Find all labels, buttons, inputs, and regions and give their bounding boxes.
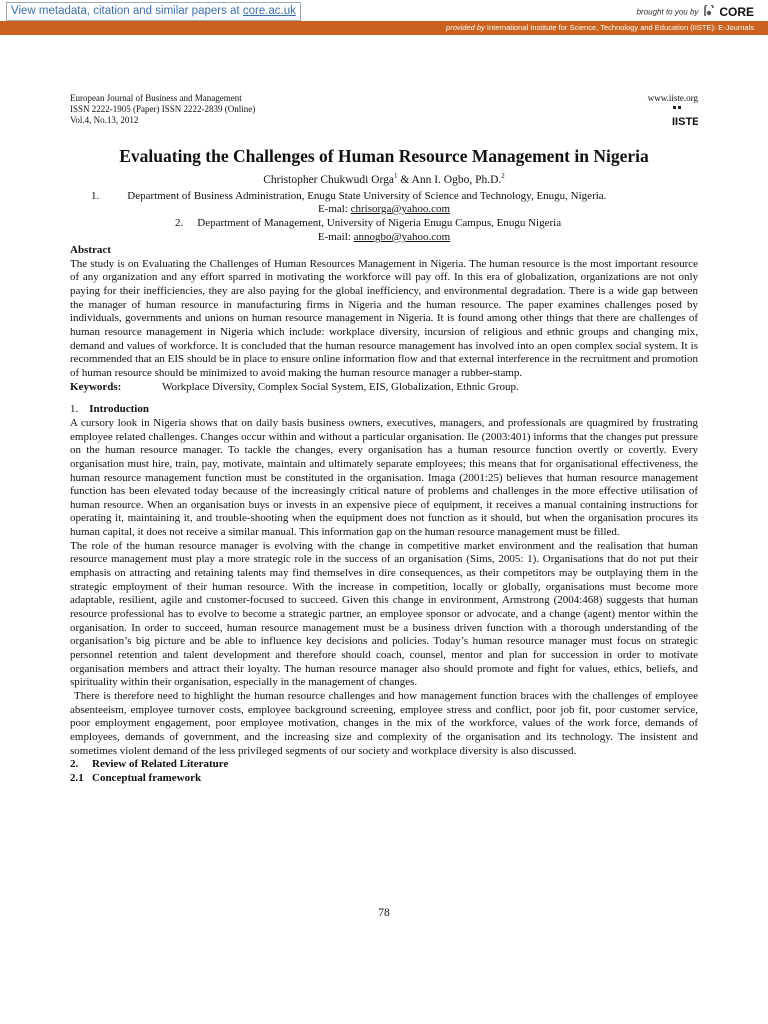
abstract-text: The study is on Evaluating the Challenges of Human Resources Management in Nigeria. The human resource is the most important resource of any organization and any effort sparred in motivating the workforce will pay off. In this era of globalization, organizations are not only paying for their inefficiencies, they are also paying for the global inefficiency, and environmental degradation. There is a wide gap between the manager of human resource in manufacturing firms in Nigeria and the human resource. The paper examines challenges posed by individuals, governments and unions on human resource management in Nigeria. It is found among other things that there are challenges of human resource management in Nigeria which include: workplace diversity, incursion of religious and ethnic groups and changing mix, demand and values of workforce. It is concluded that the human resource management has involved into an open complex social system. It is recommended that an EIS should be in place to ensure online information flow and that external interference in the recruitment and promotion of human resource should be minimized to avoid making the human resource manager a rubber-stamp. xyxy=(70,257,698,379)
section-title: Introduction xyxy=(89,403,149,416)
journal-name: European Journal of Business and Management xyxy=(70,93,242,103)
section-2-heading xyxy=(70,758,698,772)
journal-site: www.iiste.org xyxy=(647,93,698,103)
section-2-1-heading xyxy=(70,772,698,786)
author-2: & Ann I. Ogbo, Ph.D. xyxy=(397,173,502,186)
paper-title: Evaluating the Challenges of Human Resource Management in Nigeria xyxy=(119,146,649,166)
brought-to-you[interactable] xyxy=(637,3,754,21)
section-title: Review of Related Literature xyxy=(92,758,229,771)
provider-name: International Institute for Science, Technology and Education (IISTE): E-Journals xyxy=(486,23,754,32)
affiliation-2 xyxy=(175,217,561,229)
provider-prefix: provided by xyxy=(446,23,485,32)
top-bar xyxy=(0,0,768,21)
paper-body xyxy=(70,244,698,786)
section-number: 2.1 xyxy=(70,771,84,784)
intro-heading xyxy=(70,403,698,417)
affiliation-number: 1. xyxy=(91,190,100,202)
iiste-logo-icon xyxy=(672,105,698,127)
author-1-sup: 1 xyxy=(393,172,398,180)
authors xyxy=(0,172,768,186)
core-prefix: View metadata, citation and similar papers at xyxy=(11,5,240,17)
keywords xyxy=(70,381,698,395)
core-ac-uk-link[interactable]: core.ac.uk xyxy=(242,5,296,17)
section-number: 2. xyxy=(70,758,79,771)
intro-paragraph-3: There is therefore need to highlight the human resource challenges and how management function braces with the challenges of employee absenteeism, employee turnover costs, employee background screening, employee stress and conflict, poor job fit, poor customer service, poor employment engagement, poor employee motivation, changes in the mix of the workforce, values of the work force, demands of employees, demands of government, and the increasing size and complexity of the organisation and its technology. The insistent and sometimes violent demand of the less privileged segments of our society and workplace diversity is also discussed. xyxy=(70,690,698,757)
brought-text: brought to you by xyxy=(636,7,699,17)
email-link[interactable]: annogbo@yahoo.com xyxy=(353,231,451,243)
email-label: E-mail: xyxy=(317,231,351,243)
provider-bar xyxy=(0,21,768,35)
affiliation-number: 2. xyxy=(175,217,184,229)
core-brand: CORE xyxy=(719,4,754,19)
email-1 xyxy=(0,203,768,215)
keywords-text: Workplace Diversity, Complex Social System, EIS, Globalization, Ethnic Group. xyxy=(162,380,519,393)
section-title: Conceptual framework xyxy=(92,771,202,784)
author-1: Christopher Chukwudi Orga xyxy=(263,173,394,186)
intro-paragraph-1: A cursory look in Nigeria shows that on daily basis business owners, executives, managers, and professionals are quagmired by frustrating employee related challenges. Changes occur within and without a particular organisation. Ile (2003:401) informs that the changes put pressure on the human resource manager. To tackle the changes, every organisation has a human resource function overtly or covertly. Every organisation must hire, train, pay, motivate, maintain and ultimately separate employees; this means that for organisational effectiveness, the human resource management function must be constituted in the organisation. Imaga (2001:25) believes that human resource management function has been elevated today because of the increasingly critical nature of problems and challenges in the more effective utilisation of human resource. When an organisation buys or invests in an expensive piece of equipment, it receives a manual containing instructions for operating it, maintaining it, and trouble-shooting when the equipment does not function as it should, but when the organisation procures its human capital, it does not receive a similar manual. This information gap on the human resource management must be filled. xyxy=(70,416,698,539)
section-number: 1. xyxy=(70,403,79,416)
affiliation-text: Department of Management, University of Nigeria Enugu Campus, Enugu Nigeria xyxy=(197,217,562,229)
journal-issn: ISSN 2222-1905 (Paper) ISSN 2222-2839 (Online) xyxy=(70,104,256,114)
page-number: 78 xyxy=(378,907,390,919)
iiste-logo xyxy=(672,105,698,132)
core-logo-icon xyxy=(703,5,715,18)
email-link[interactable]: chrisorga@yahoo.com xyxy=(350,203,451,215)
intro-paragraph-2: The role of the human resource manager is evolving with the change in competitive market environment and the realisation that human resource management must play a more strategic role in the success of an organisation (Sims, 2005: 1). Organisations that do not put their emphasis on attracting and retaining talents may find themselves in dire consequences, as their competitors may be outplaying them in the strategic employment of their human resource. With the increase in competition, locally or globally, organisations must become more adaptable, resilient, agile and customer-focused to succeed. Given this change in environment, Armstrong (2004:468) suggests that human resource professional has to evolve to become a strategic partner, an employee sponsor or advocate, and a change (agent) mentor within the organisation. In order to succeed, human resource management must be a business driven function with a thorough understanding of the organisation’s big picture and be able to influence key decisions and policies. Today’s human resource manager must focus on strategic personnel retention and talent development and therefore should coach, counsel, mentor and plan for succession in order to motivate organisation members and attract their loyalty. The human resource manager also should promote and fight for values, ethics, beliefs, and spirituality within their organisation, especially in the management of changes. xyxy=(70,539,698,689)
email-2 xyxy=(0,231,768,243)
journal-header xyxy=(70,93,255,126)
provider-text xyxy=(446,22,754,34)
affiliation-1 xyxy=(91,190,606,202)
keywords-label: Keywords: xyxy=(70,380,122,393)
email-label: E-mal: xyxy=(317,203,348,215)
author-2-sup: 2 xyxy=(501,172,505,180)
core-metadata-link[interactable] xyxy=(6,2,301,21)
journal-volume: Vol.4, No.13, 2012 xyxy=(70,115,139,125)
svg-text:IISTE: IISTE xyxy=(672,116,698,127)
affiliation-text: Department of Business Administration, Enugu State University of Science and Technology, Enugu, Nigeria. xyxy=(127,190,607,202)
abstract-heading: Abstract xyxy=(70,244,111,256)
